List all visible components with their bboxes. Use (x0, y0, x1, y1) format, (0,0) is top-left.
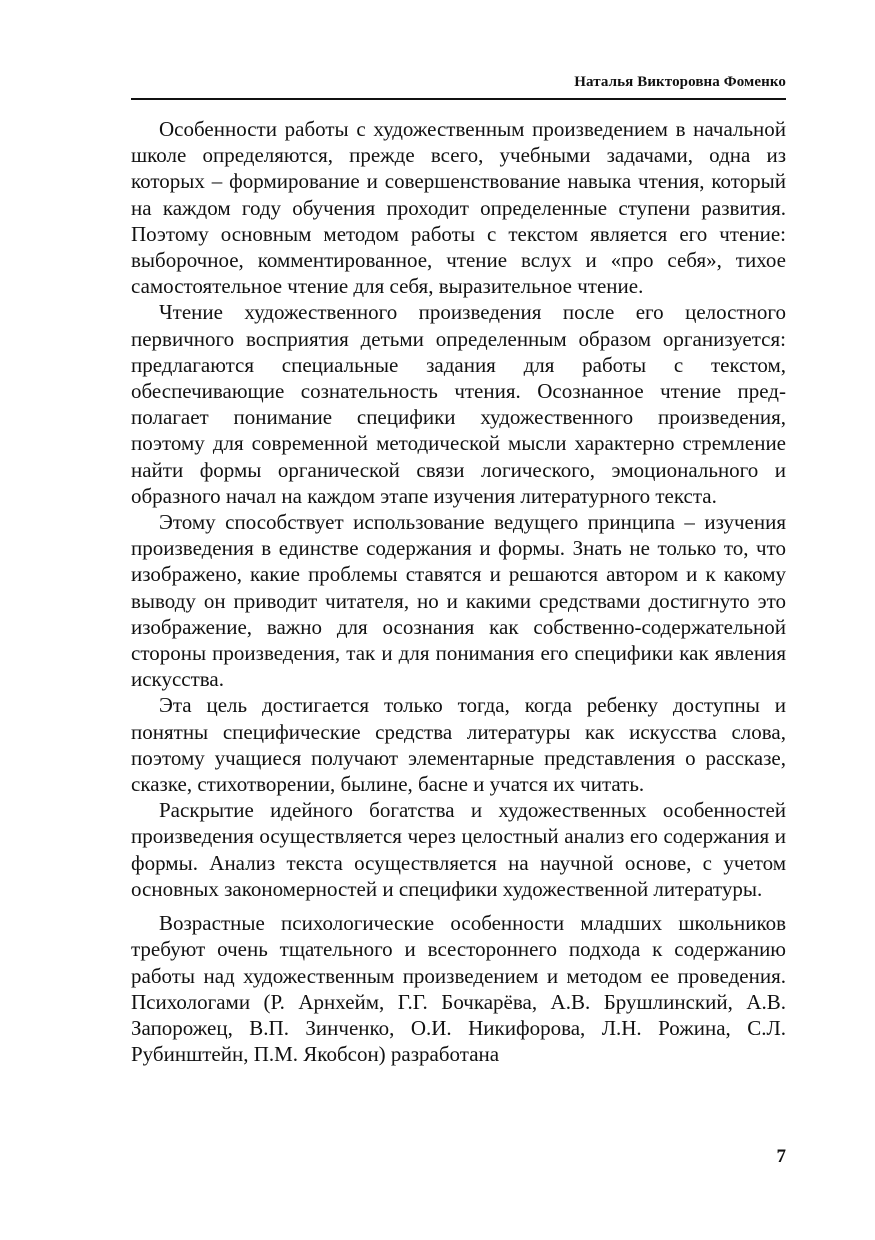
paragraph-3: Этому способствует использование ведущего принципа – изучения произведения в единстве содержания и формы. Знать не только то, что изображено, какие проблемы ставятся и решаются автором и к какому выводу он приводит читателя, но и какими средствами достигнуто это изображение, важно для осознания как собственно-содержательной стороны произведения, так и для понимания его специфики как явления искусства. (131, 510, 786, 692)
book-page (131, 0, 786, 1240)
body-text (131, 116, 786, 1067)
running-head-author: Наталья Викторовна Фоменко (574, 74, 786, 90)
header-rule (131, 98, 786, 100)
paragraph-5: Раскрытие идейного богатства и художественных особенностей произведения осуществляется через целостный анализ его содержания и формы. Анализ текста осуществляется на научной основе, с учетом основных закономерностей и специфики художественной литературы. (131, 798, 786, 901)
page-number: 7 (776, 1146, 786, 1167)
paragraph-2: Чтение художественного произведения после его целостного первичного восприятия детьми определенным образом организуется: предлагаются специальные задания для работы с текстом, обеспечивающие сознательность чтения. Осознанное чтение предполагает понимание специфики художественного произведения, поэтому для современной методической мысли характерно стремление найти формы органической связи логического, эмоционального и образного начал на каждом этапе изучения литературного текста. (131, 300, 786, 508)
paragraph-6: Возрастные психологические особенности младших школьников требуют очень тщательного и всестороннего подхода к содержанию работы над художественным произведением и методом ее проведения. Психологами (Р. Арнхейм, Г.Г. Бочкарёва, А.В. Брушлинский, А.В. Запорожец, В.П. Зинченко, О.И. Никифорова, Л.Н. Рожина, С.Л. Рубинштейн, П.М. Якобсон) разработана (131, 911, 786, 1067)
paragraph-1: Особенности работы с художественным произведением в начальной школе определяются, прежде всего, учебными задачами, одна из которых – формирование и совершенствование навыка чтения, который на каждом году обучения проходит определенные ступени развития. Поэтому основным методом работы с текстом является его чтение: выборочное, комментированное, чтение вслух и «про себя», тихое самостоятельное чтение для себя, выразительное чтение. (131, 117, 786, 299)
paragraph-4: Эта цель достигается только тогда, когда ребенку доступны и понятны специфические средства литературы как искусства слова, поэтому учащиеся получают элементарные представления о рассказе, сказке, стихотворении, былине, басне и учатся их читать. (131, 693, 786, 797)
